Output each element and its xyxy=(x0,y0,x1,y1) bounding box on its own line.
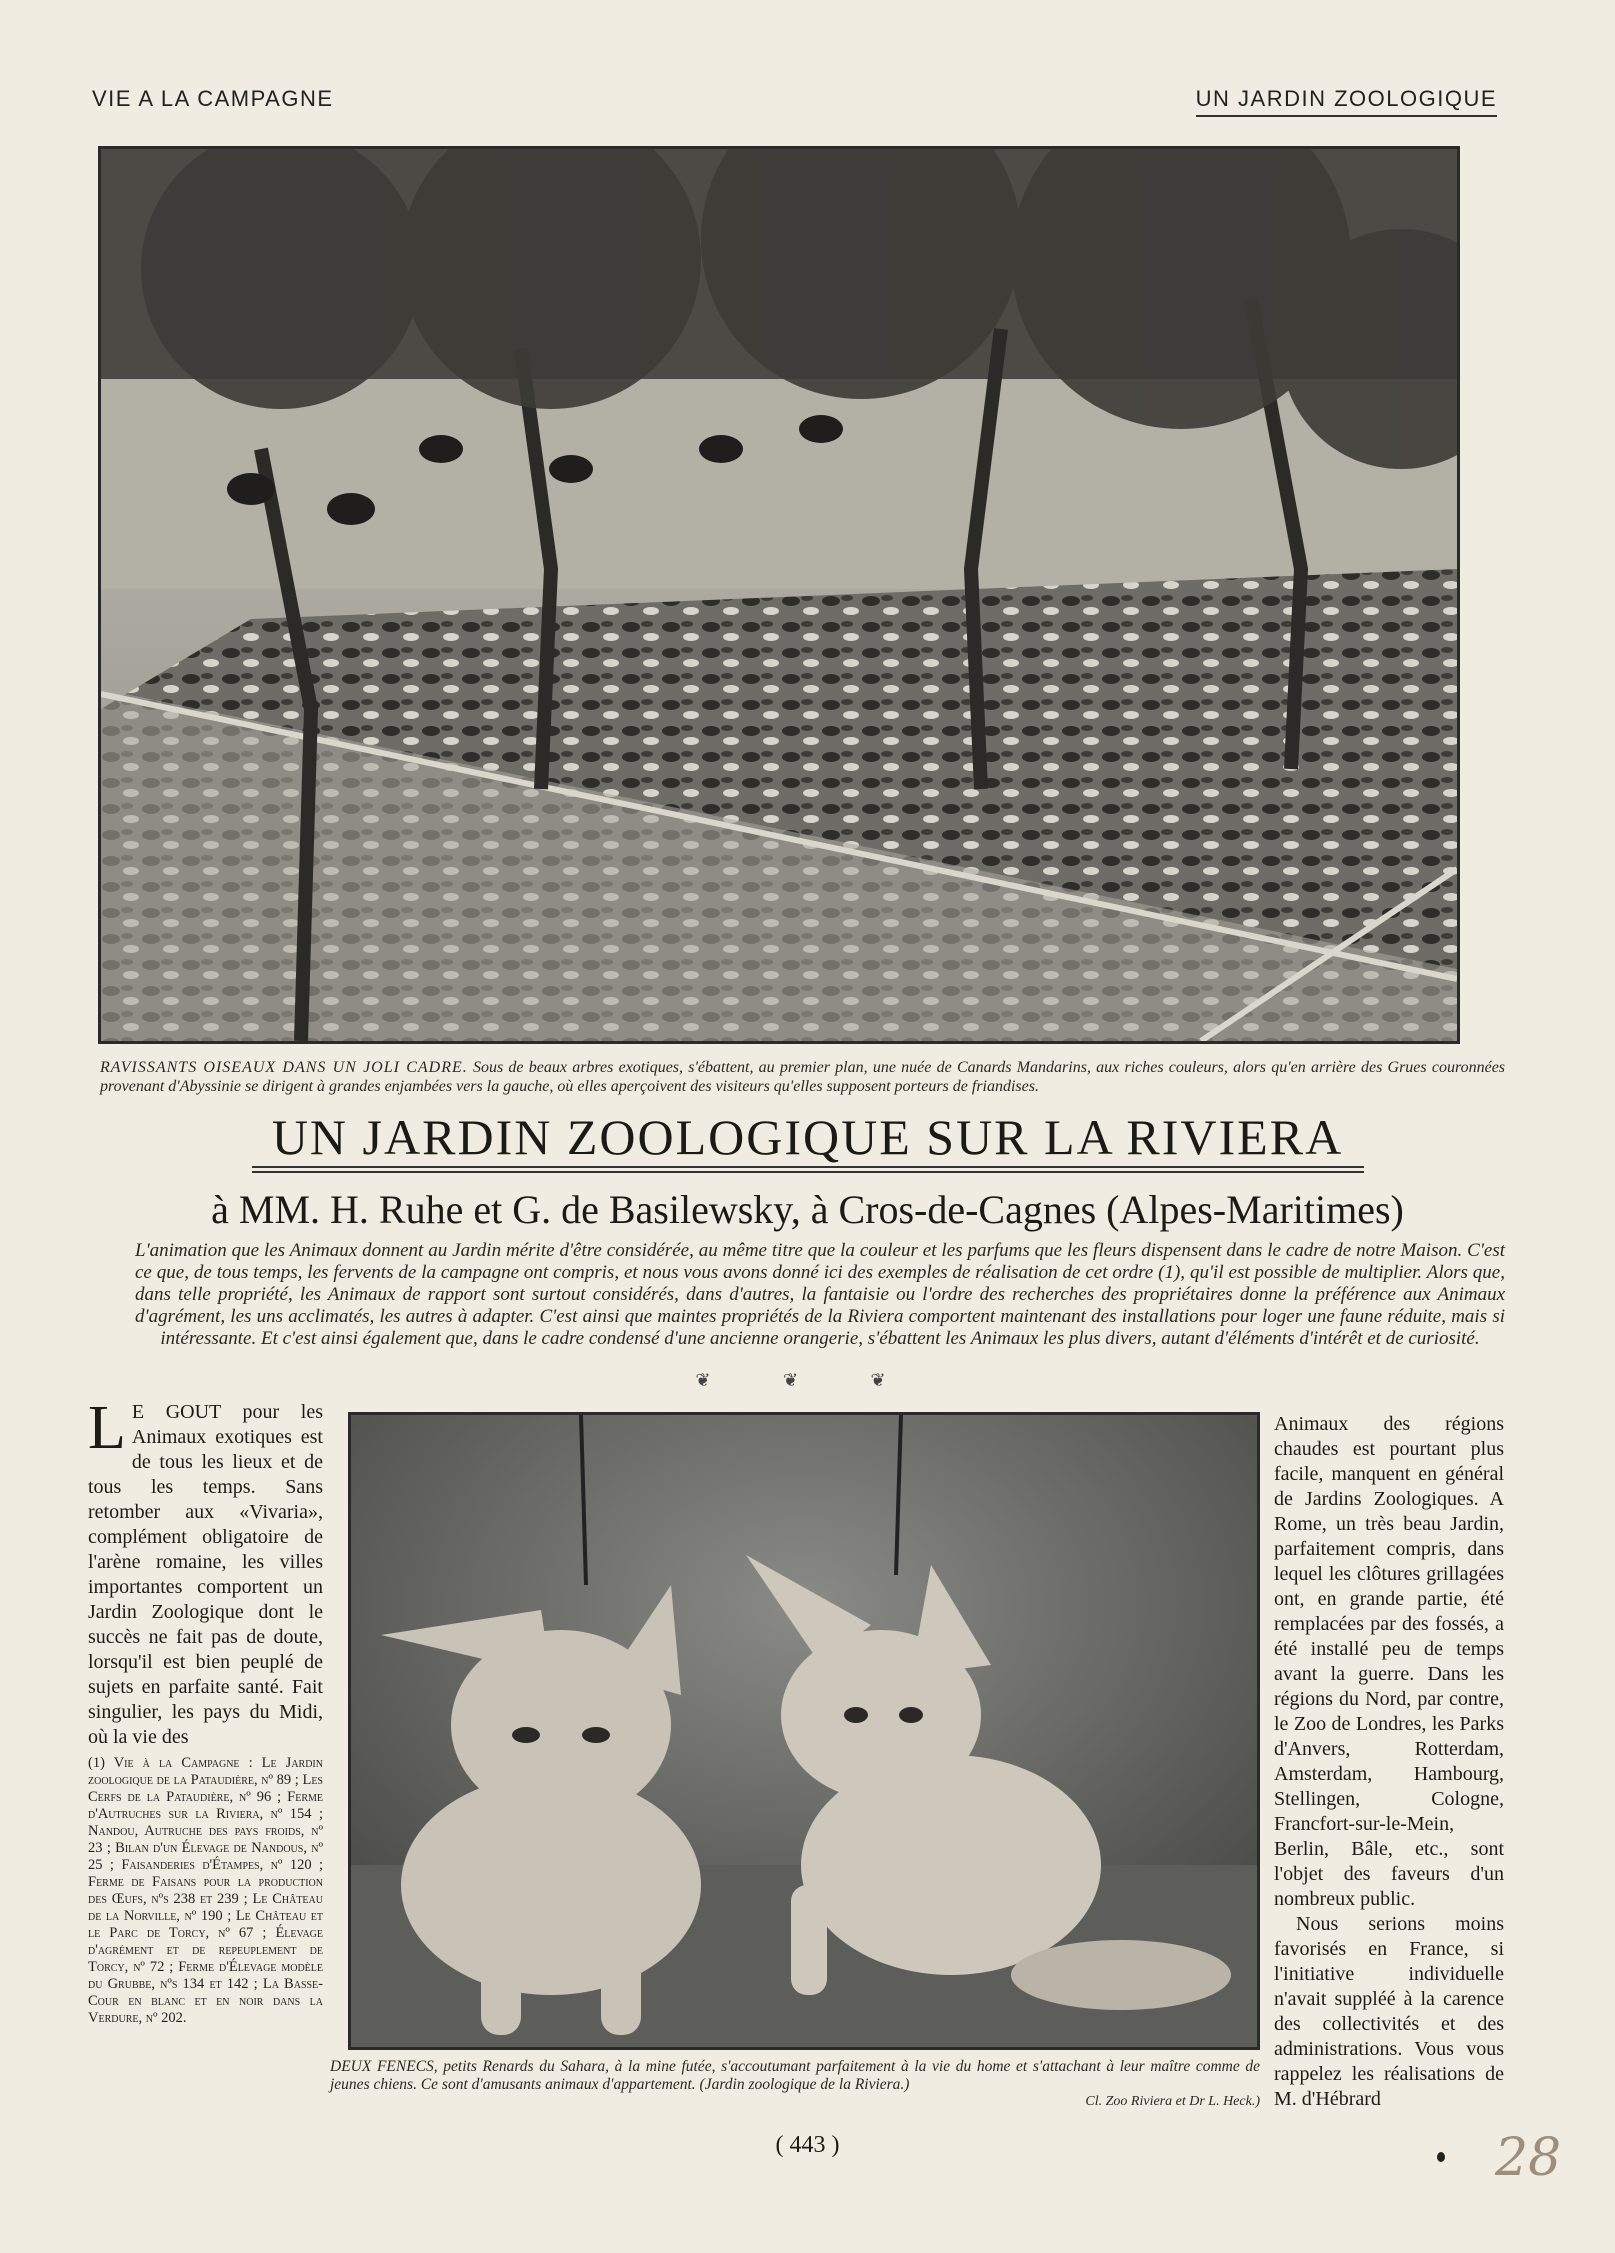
title-rule-top xyxy=(252,1166,1364,1168)
article-subtitle: à MM. H. Ruhe et G. de Basilewsky, à Cros-de-Cagnes (Alpes-Maritimes) xyxy=(211,1187,1404,1232)
page-number: ( 443 ) xyxy=(775,2132,840,2158)
birds-garden-illustration xyxy=(101,149,1457,1041)
left-column-text: E GOUT pour les Animaux exotiques est de tous les lieux et de tous les temps. Sans retomber aux «Vivaria», complément obligatoire de l'arène romaine, les villes importantes comportent un Jardin Zoologique dont le succès ne fait pas de doute, lorsqu'il est bien peuplé de sujets en parfaite santé. Fait singulier, les pays du Midi, où la vie des xyxy=(88,1401,323,1748)
article-intro: L'animation que les Animaux donnent au Jardin mérite d'être considérée, au même titre que la couleur et les parfums que les fleurs dispensent dans le cadre de notre Maison. C'est ce que, de tous temps, les fervents de la campagne ont compris, et nous vous avons donné ici des exemples de réalisation de cet ordre (1), qu'il est possible de multiplier. Alors que, dans telle propriété, les Animaux de rapport sont surtout considérés, dans d'autres, la fantaisie ou l'ordre des recherches des propriétaires donne la préférence aux Animaux d'agrément, les uns acclimatés, les autres à adapter. C'est ainsi que maintes propriétés de la Riviera comportent maintenant des installations pour loger une faune réduite, mais si intéressante. Et c'est ainsi également que, dans le cadre condensé d'une ancienne orangerie, s'ébattent les Animaux les plus divers, autant d'éléments d'intérêt et de curiosité. xyxy=(135,1240,1505,1349)
bottom-photo-caption xyxy=(330,2058,1260,2094)
drop-cap: L xyxy=(88,1394,126,1462)
section-ornament: ❦ ❦ ❦ xyxy=(695,1370,920,1390)
photo-credit: Cl. Zoo Riviera et Dr L. Heck.) xyxy=(1085,2094,1260,2109)
right-column-paragraph-1: Animaux des régions chaudes est pourtant plus facile, manquent en général de Jardins Zoologiques. A Rome, un très beau Jardin, parfaitement compris, dans lequel les clôtures grillagées ont, en grande partie, été remplacées par des fossés, a été installé peu de temps avant la guerre. Dans les régions du Nord, par contre, le Zoo de Londres, les Parks d'Anvers, Rotterdam, Amsterdam, Hambourg, Stellingen, Cologne, Francfort-sur-le-Mein, Berlin, Bâle, etc., sont l'objet des faveurs d'un nombreux public. xyxy=(1274,1413,1504,1910)
bottom-caption-text: petits Renards du Sahara, à la mine futée, s'accoutumant parfaitement à la vie du home et s'attachant à leur maître comme de jeunes chiens. Ce sont d'amusants animaux d'appartement. (Jardin zoologique de la Riviera.) xyxy=(330,2058,1261,2093)
right-column-paragraph-2: Nous serions moins favorisés en France, si l'initiative individuelle n'avait suppléé à la carence des collectivités et des administrations. Vous vous rappelez les réalisations de M. d'Hébrard xyxy=(1274,1913,1504,2110)
top-photo-caption xyxy=(100,1058,1505,1096)
top-photo-birds xyxy=(98,146,1460,1044)
title-rule-bottom xyxy=(252,1171,1364,1173)
top-caption-text: Sous de beaux arbres exotiques, s'ébattent, au premier plan, une nuée de Canards Mandarins, aux riches couleurs, alors qu'en arrière des Grues couronnées provenant d'Abyssinie se dirigent à grandes enjambées vers la gauche, où elles aperçoivent des visiteurs qu'elles supposent porteurs de friandises. xyxy=(100,1059,1506,1095)
running-header-left: VIE A LA CAMPAGNE xyxy=(92,86,334,111)
bottom-photo-fennecs xyxy=(348,1412,1260,2050)
right-column xyxy=(1274,1412,1504,2112)
fennec-foxes-illustration xyxy=(351,1415,1257,2047)
left-column xyxy=(88,1394,323,1750)
top-caption-lead: RAVISSANTS OISEAUX DANS UN JOLI CADRE. xyxy=(100,1059,468,1076)
ink-dot xyxy=(1437,2152,1445,2162)
bottom-caption-lead: DEUX FENECS, xyxy=(330,2058,438,2075)
handwritten-note: 28 xyxy=(1495,2128,1562,2188)
footnote: (1) Vie à la Campagne : Le Jardin zoologique de la Pataudière, nº 89 ; Les Cerfs de la Pataudière, nº 96 ; Ferme d'Autruches sur la Riviera, nº 154 ; Nandou, Autruche des pays froids, nº 23 ; Bilan d'un Élevage de Nandous, nº 25 ; Faisanderies d'Étampes, nº 120 ; Ferme de Faisans pour la production des Œufs, nºs 238 et 239 ; Le Château de la Norville, nº 190 ; Le Château et le Parc de Torcy, nº 67 ; Élevage d'agrément et de repeuplement de Torcy, nº 72 ; Ferme d'Élevage modèle du Grubbe, nºs 134 et 142 ; La Basse-Cour en blanc et en noir dans la Verdure, nº 202. xyxy=(88,1755,323,2026)
article-title: UN JARDIN ZOOLOGIQUE SUR LA RIVIERA xyxy=(271,1109,1344,1165)
running-header-right: UN JARDIN ZOOLOGIQUE xyxy=(1196,86,1497,117)
